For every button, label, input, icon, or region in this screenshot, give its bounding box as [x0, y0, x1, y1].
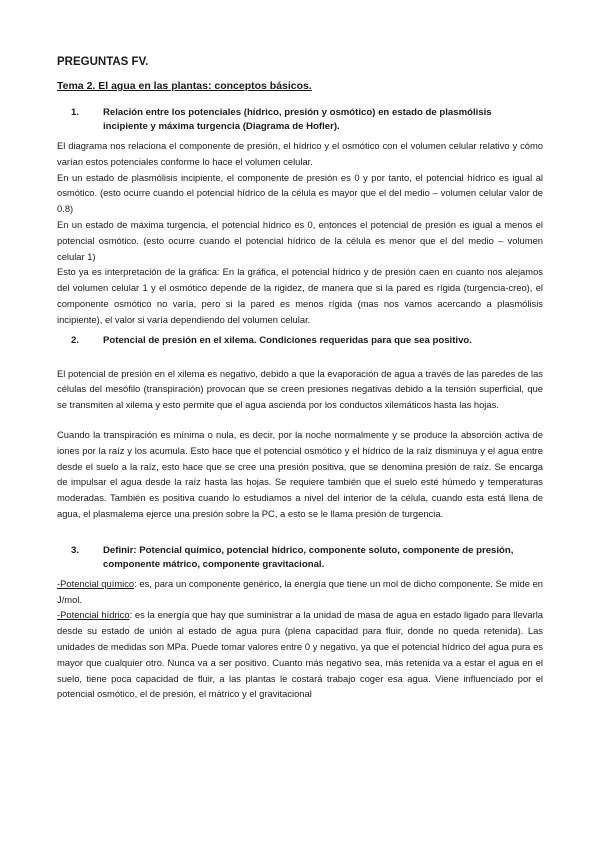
paragraph: En un estado de plasmólisis incipiente, el componente de presión es 0 y por tanto, el potencial hídrico es igual al osmótico. (esto ocurre cuando el potencial hídrico de la célula es mayor que el del medio – volumen celular valor de 0.8) — [57, 171, 543, 215]
question-title: Relación entre los potenciales (hídrico, presión y osmótico) en estado de plasmólisis incipiente y máxima turgencia (Diagrama de Hofler). — [103, 107, 492, 132]
definition-term: -Potencial hídrico — [57, 609, 130, 621]
question-number: 2. — [71, 334, 80, 346]
paragraph: Cuando la transpiración es mínima o nula, es decir, por la noche normalmente y se produce la absorción activa de iones por la raíz y los acumula. Esto hace que el potencial osmótico y el hídrico de la raíz disminuya y el agua entre desde el suelo a la raíz, esto hace que se cree una presión positiva, que se denomina presión de raíz. Se encarga de impulsar el agua desde la raíz hasta las hojas. Se requiere también que el suelo esté húmedo y temperaturas moderadas. También es positiva cuando lo estudiamos a nivel del interior de la célula, cuando esta está llena de agua, el plasmalema ejerce una presión sobre la PC, a esto se le llama presión de turgencia. — [57, 428, 543, 519]
section-title: Tema 2. El agua en las plantas: conceptos básicos. — [57, 80, 312, 92]
paragraph: El diagrama nos relaciona el componente de presión, el hídrico y el osmótico con el volumen celular relativo y cómo varían estos potenciales conforme lo hace el volumen celular. — [57, 140, 543, 167]
paragraph: En un estado de máxima turgencia, el potencial hídrico es 0, entonces el potencial de presión es igual a menos el potencial osmótico. (esto ocurre cuando el potencial hídrico de la célula es menor que el del medio – volumen celular 1) — [57, 218, 543, 262]
document-title: PREGUNTAS FV. — [57, 56, 149, 68]
definition-term: -Potencial químico — [57, 577, 135, 589]
question-title: Definir: Potencial químico, potencial hídrico, componente soluto, componente de presión, componente mátrico, componente gravitacional. — [103, 544, 514, 570]
definition-text: : es, para un componente genérico, la energía que tiene un mol de dicho componente. Se mide en J/mol. — [57, 577, 543, 605]
question-2-heading — [57, 334, 543, 348]
question-1-heading — [57, 106, 543, 134]
paragraph: El potencial de presión en el xilema es negativo, debido a que la evaporación de agua a través de las paredes de las células del mesófilo (transpiración) provocan que se creen presiones negativas debido a la tensión superficial, que se transmiten al xilema y esto permite que el agua ascienda por los conductos xilemáticos hasta las hojas. — [57, 367, 543, 411]
question-3-heading — [57, 544, 543, 572]
question-title: Potencial de presión en el xilema. Condiciones requeridas para que sea positivo. — [103, 334, 472, 346]
question-number: 3. — [71, 544, 80, 556]
definition-text: : es la energía que hay que suministrar a la unidad de masa de agua en estado ligado para llevarla desde su estado de unión al estado de agua pura (plena capacidad para fluir, donde no queda retenida). Las unidades de medidas son MPa. Puede tomar valores entre 0 y negativo, ya que el potencial hídrico del agua pura es mayor que cualquier otro. Nunca va a ser positivo. Cuanto más negativo sea, más retenida va a estar el agua en el suelo, tiene poca capacidad de fluir, a las plantas le costará trabajo coger esa agua. Viene influenciado por el potencial osmótico, el de presión, el mátrico y el gravitacional — [57, 609, 543, 700]
definition-potencial-quimico — [57, 576, 543, 608]
paragraph: Esto ya es interpretación de la gráfica: En la gráfica, el potencial hídrico y de presión caen en cuanto nos alejamos del volumen celular 1 y el osmótico depende de la rigidez, de manera que si la pared es rígida (turgencia-creo), el componente osmótico no varía, pero si la pared es menos rígida (mas nos vamos acercando a plasmólisis incipiente), el valor si varía dependiendo del volumen celular. — [57, 266, 543, 325]
question-number: 1. — [71, 107, 80, 118]
definition-potencial-hidrico — [57, 607, 543, 702]
